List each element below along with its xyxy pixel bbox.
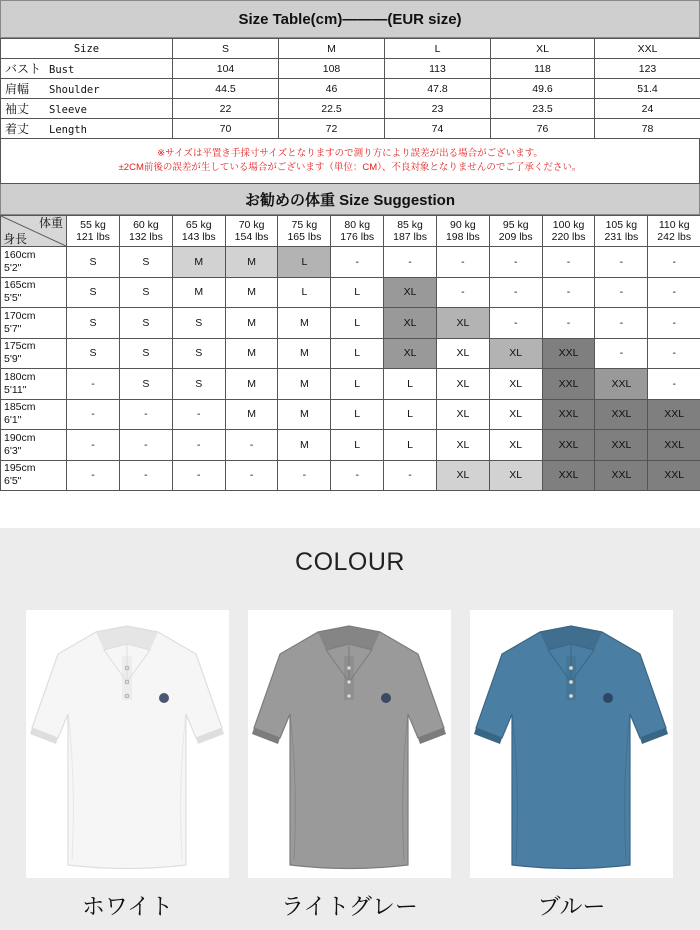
suggested-size-cell: L [331, 399, 384, 430]
size-header-label: Size [1, 39, 173, 59]
weight-kg: 105 kg [605, 219, 638, 231]
measurement-value: 44.5 [173, 79, 279, 99]
suggested-size-cell: S [172, 369, 225, 400]
suggested-size-cell: - [67, 369, 120, 400]
measurement-value: 23.5 [491, 99, 595, 119]
measurement-label [1, 59, 173, 79]
suggested-size-cell: M [278, 308, 331, 339]
weight-kg: 70 kg [238, 219, 265, 231]
height-row [1, 460, 700, 491]
suggested-size-cell: - [225, 460, 278, 491]
size-column-header: M [279, 39, 385, 59]
suggested-size-cell: M [225, 308, 278, 339]
suggested-size-cell: XXL [648, 430, 700, 461]
measurement-label-jp: 肩幅 [5, 82, 30, 96]
measurement-value: 70 [173, 119, 279, 139]
suggested-size-cell: L [331, 308, 384, 339]
height-axis-label: 身長 [3, 232, 28, 246]
suggested-size-cell: XL [384, 338, 437, 369]
suggested-size-cell: XL [436, 430, 489, 461]
suggested-size-cell: XXL [595, 460, 648, 491]
weight-column-header [278, 216, 331, 247]
suggested-size-cell: XL [489, 369, 542, 400]
suggested-size-cell: XXL [542, 338, 595, 369]
size-column-header: L [385, 39, 491, 59]
suggested-size-cell: XL [436, 460, 489, 491]
suggested-size-cell: L [331, 338, 384, 369]
measurement-value: 118 [491, 59, 595, 79]
height-cm: 170cm [4, 309, 36, 322]
suggested-size-cell: S [172, 308, 225, 339]
suggested-size-cell: - [542, 308, 595, 339]
measurement-row [1, 79, 700, 99]
suggested-size-cell: L [331, 369, 384, 400]
suggested-size-cell: M [225, 338, 278, 369]
size-suggestion-table [0, 215, 700, 491]
suggested-size-cell: M [172, 247, 225, 278]
suggested-size-cell: XL [489, 399, 542, 430]
suggested-size-cell: S [172, 338, 225, 369]
weight-kg: 75 kg [291, 219, 318, 231]
suggested-size-cell: L [278, 247, 331, 278]
suggested-size-cell: - [172, 460, 225, 491]
suggested-size-cell: M [278, 399, 331, 430]
suggested-size-cell: M [278, 430, 331, 461]
suggested-size-cell: - [542, 277, 595, 308]
height-ft: 5'11" [4, 383, 27, 396]
suggested-size-cell: - [67, 399, 120, 430]
measurement-value: 51.4 [595, 79, 700, 99]
suggested-size-cell: L [331, 430, 384, 461]
height-cm: 175cm [4, 340, 36, 353]
weight-kg: 55 kg [80, 219, 106, 231]
measurement-value: 46 [279, 79, 385, 99]
polo-shirt-image [470, 610, 673, 878]
measurement-label [1, 119, 173, 139]
colour-swatch[interactable] [470, 610, 673, 878]
suggested-size-cell: S [120, 247, 173, 278]
suggested-size-cell: XXL [595, 369, 648, 400]
measurement-label-en: Length [49, 124, 87, 136]
height-label [1, 277, 67, 308]
suggested-size-cell: - [648, 247, 700, 278]
suggested-size-cell: - [172, 430, 225, 461]
colour-label: ホワイト [81, 893, 174, 919]
suggested-size-cell: - [331, 460, 384, 491]
height-cm: 180cm [4, 370, 36, 383]
suggested-size-cell: XL [436, 308, 489, 339]
height-row [1, 277, 700, 308]
measurement-value: 108 [279, 59, 385, 79]
size-header-row [1, 39, 700, 59]
suggested-size-cell: S [120, 338, 173, 369]
height-label [1, 247, 67, 278]
suggested-size-cell: - [648, 308, 700, 339]
weight-column-header [436, 216, 489, 247]
measurement-label-jp: 袖丈 [5, 102, 30, 116]
measurement-value: 23 [385, 99, 491, 119]
suggested-size-cell: - [384, 460, 437, 491]
height-cm: 190cm [4, 431, 36, 444]
height-ft: 5'7" [4, 322, 22, 335]
measurement-value: 22.5 [279, 99, 385, 119]
suggested-size-cell: M [225, 399, 278, 430]
weight-kg: 95 kg [502, 219, 529, 231]
suggested-size-cell: - [67, 460, 120, 491]
suggested-size-cell: - [384, 247, 437, 278]
suggested-size-cell: - [120, 460, 173, 491]
suggested-size-cell: - [436, 277, 489, 308]
height-ft: 5'2" [4, 261, 22, 274]
suggested-size-cell: - [225, 430, 278, 461]
suggested-size-cell: - [331, 247, 384, 278]
suggested-size-cell: XXL [595, 399, 648, 430]
suggested-size-cell: - [172, 399, 225, 430]
measurement-label [1, 79, 173, 99]
weight-lbs: 165 lbs [287, 231, 322, 243]
suggested-size-cell: XXL [648, 399, 700, 430]
size-column-header: XL [491, 39, 595, 59]
weight-lbs: 132 lbs [128, 231, 163, 243]
suggested-size-cell: XL [384, 277, 437, 308]
suggested-size-cell: S [120, 308, 173, 339]
note-line: ※サイズは平置き手採寸サイズとなりますので測り方により誤差が出る場合がございます。 [157, 148, 543, 159]
size-column-header: XXL [595, 39, 700, 59]
measurement-value: 76 [491, 119, 595, 139]
height-cm: 160cm [4, 248, 36, 261]
height-row [1, 430, 700, 461]
suggested-size-cell: M [225, 277, 278, 308]
weight-kg: 65 kg [185, 219, 212, 231]
suggested-size-cell: XL [436, 338, 489, 369]
suggested-size-cell: S [67, 277, 120, 308]
weight-kg: 100 kg [552, 219, 585, 231]
measurement-notes [0, 139, 700, 184]
suggested-size-cell: - [120, 430, 173, 461]
suggested-size-cell: - [595, 277, 648, 308]
height-ft: 6'3" [4, 444, 22, 457]
weight-lbs: 209 lbs [498, 231, 533, 243]
height-label [1, 338, 67, 369]
suggested-size-cell: XXL [648, 460, 700, 491]
height-label [1, 369, 67, 400]
weight-kg: 80 kg [344, 219, 371, 231]
weight-kg: 90 kg [450, 219, 476, 231]
measurement-label [1, 99, 173, 119]
suggested-size-cell: XL [436, 399, 489, 430]
height-row [1, 247, 700, 278]
suggested-size-cell: S [67, 338, 120, 369]
suggested-size-cell: - [595, 308, 648, 339]
weight-lbs: 231 lbs [604, 231, 639, 243]
suggested-size-cell: M [278, 369, 331, 400]
suggested-size-cell: - [595, 338, 648, 369]
weight-lbs: 220 lbs [551, 231, 586, 243]
height-ft: 5'5" [4, 292, 22, 305]
suggested-size-cell: L [384, 369, 437, 400]
measurement-value: 22 [173, 99, 279, 119]
height-label [1, 460, 67, 491]
suggested-size-cell: - [489, 277, 542, 308]
weight-lbs: 176 lbs [340, 231, 375, 243]
measurement-label-jp: バスト [5, 62, 42, 76]
measurement-row [1, 119, 700, 139]
measurement-value: 113 [385, 59, 491, 79]
suggested-size-cell: XL [436, 369, 489, 400]
height-row [1, 399, 700, 430]
measurement-value: 78 [595, 119, 700, 139]
height-ft: 6'1" [4, 414, 22, 427]
height-row [1, 308, 700, 339]
suggested-size-cell: XL [489, 460, 542, 491]
weight-header-row [1, 216, 700, 247]
colour-section [0, 528, 700, 930]
colour-swatch[interactable] [248, 610, 451, 878]
suggested-size-cell: - [278, 460, 331, 491]
polo-shirt-image [26, 610, 229, 878]
suggested-size-cell: S [67, 308, 120, 339]
weight-column-header [595, 216, 648, 247]
weight-lbs: 143 lbs [181, 231, 216, 243]
measurement-value: 123 [595, 59, 700, 79]
measurement-value: 104 [173, 59, 279, 79]
suggested-size-cell: M [225, 247, 278, 278]
measurement-label-jp: 着丈 [5, 122, 30, 136]
weight-column-header [172, 216, 225, 247]
suggested-size-cell: XXL [542, 460, 595, 491]
suggested-size-cell: XXL [542, 399, 595, 430]
weight-column-header [120, 216, 173, 247]
height-label [1, 430, 67, 461]
suggested-size-cell: L [331, 277, 384, 308]
weight-column-header [489, 216, 542, 247]
colour-label: ライトグレー [281, 893, 418, 919]
colour-title: COLOUR [295, 548, 405, 576]
suggested-size-cell: XL [489, 338, 542, 369]
weight-kg: 60 kg [133, 219, 159, 231]
height-cm: 165cm [4, 279, 36, 292]
weight-column-header [648, 216, 700, 247]
measurement-row [1, 59, 700, 79]
weight-lbs: 242 lbs [657, 231, 692, 243]
weight-column-header [225, 216, 278, 247]
height-row [1, 369, 700, 400]
suggested-size-cell: S [67, 247, 120, 278]
suggested-size-cell: XXL [542, 430, 595, 461]
measurement-value: 72 [279, 119, 385, 139]
measurement-label-en: Shoulder [49, 84, 100, 96]
weight-kg: 85 kg [397, 219, 423, 231]
suggested-size-cell: L [278, 277, 331, 308]
weight-lbs: 154 lbs [234, 231, 269, 243]
weight-lbs: 187 lbs [393, 231, 427, 243]
note-line: ±2CM前後の誤差が生している場合がございます（単位：CM）、不良対象となりませんのでご了承ください。 [118, 162, 582, 173]
height-row [1, 338, 700, 369]
weight-column-header [67, 216, 120, 247]
height-ft: 5'9" [4, 353, 22, 366]
suggested-size-cell: - [489, 247, 542, 278]
suggested-size-cell: - [648, 338, 700, 369]
height-label [1, 399, 67, 430]
colour-swatch[interactable] [26, 610, 229, 878]
measurement-value: 49.6 [491, 79, 595, 99]
size-table-title: Size Table(cm)———(EUR size) [0, 0, 700, 38]
suggested-size-cell: - [67, 430, 120, 461]
measurement-row [1, 99, 700, 119]
weight-kg: 110 kg [658, 219, 690, 231]
suggested-size-cell: - [648, 277, 700, 308]
suggested-size-cell: - [648, 369, 700, 400]
weight-column-header [384, 216, 437, 247]
weight-lbs: 198 lbs [445, 231, 480, 243]
suggested-size-cell: - [436, 247, 489, 278]
weight-column-header [331, 216, 384, 247]
suggested-size-cell: XL [489, 430, 542, 461]
suggestion-title: お勧めの体重 Size Suggestion [0, 184, 700, 215]
size-table [0, 38, 700, 139]
suggested-size-cell: - [120, 399, 173, 430]
polo-shirt-image [248, 610, 451, 878]
weight-axis-label: 体重 [38, 216, 63, 230]
suggested-size-cell: - [489, 308, 542, 339]
size-column-header: S [173, 39, 279, 59]
suggested-size-cell: M [278, 338, 331, 369]
suggested-size-cell: - [542, 247, 595, 278]
weight-lbs: 121 lbs [76, 231, 110, 243]
height-label [1, 308, 67, 339]
suggested-size-cell: XXL [595, 430, 648, 461]
measurement-value: 47.8 [385, 79, 491, 99]
measurement-label-en: Sleeve [49, 104, 87, 116]
height-weight-corner [1, 216, 67, 247]
measurement-value: 24 [595, 99, 700, 119]
suggested-size-cell: S [120, 369, 173, 400]
suggested-size-cell: L [384, 430, 437, 461]
suggested-size-cell: M [225, 369, 278, 400]
suggested-size-cell: - [595, 247, 648, 278]
colour-label: ブルー [537, 893, 606, 919]
suggested-size-cell: L [384, 399, 437, 430]
suggested-size-cell: S [120, 277, 173, 308]
measurement-label-en: Bust [49, 64, 75, 76]
height-cm: 195cm [4, 462, 36, 475]
measurement-value: 74 [385, 119, 491, 139]
suggested-size-cell: M [172, 277, 225, 308]
height-ft: 6'5" [4, 475, 22, 488]
height-cm: 185cm [4, 401, 36, 414]
suggested-size-cell: XL [384, 308, 437, 339]
weight-column-header [542, 216, 595, 247]
suggested-size-cell: XXL [542, 369, 595, 400]
